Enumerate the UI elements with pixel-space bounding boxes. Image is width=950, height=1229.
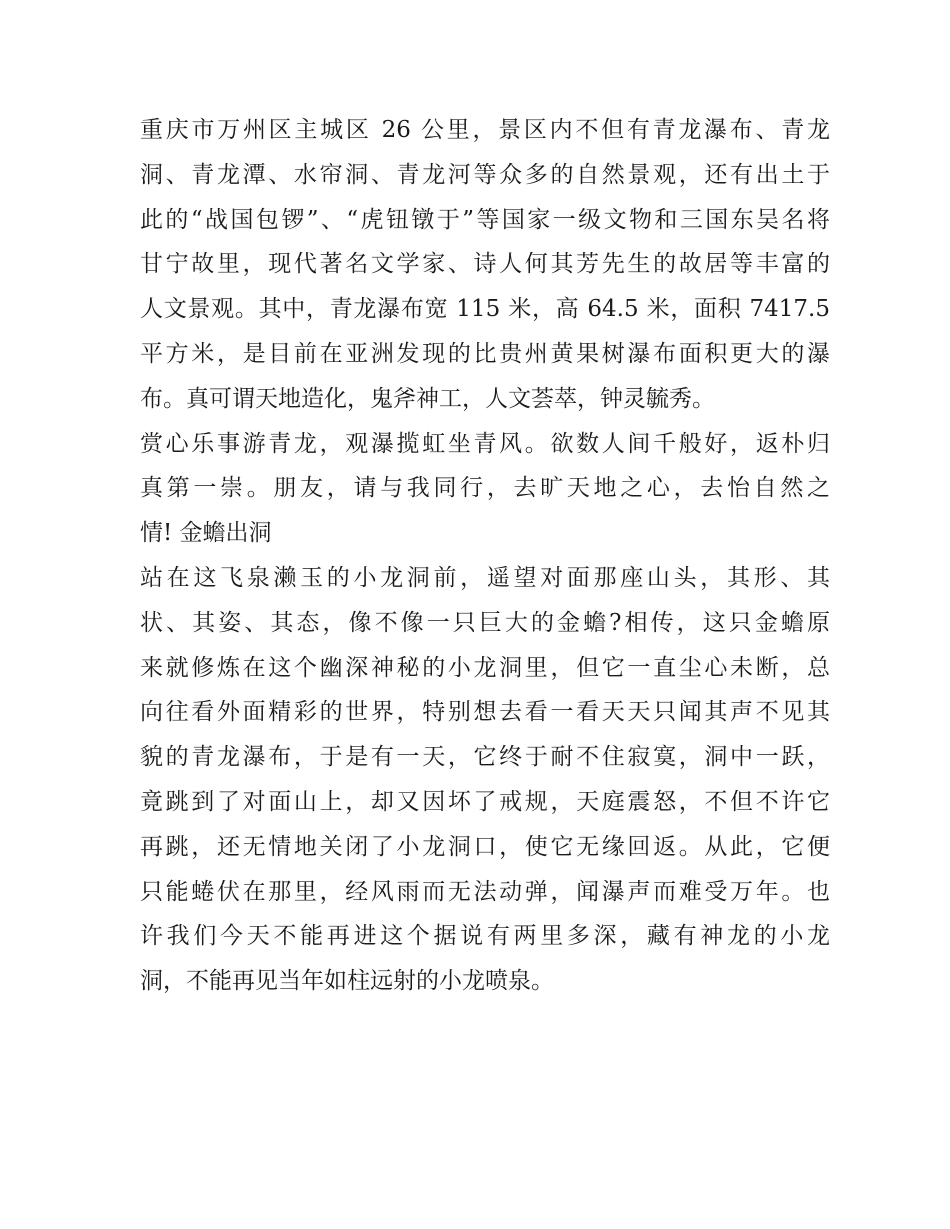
text-line: 人文景观。其中，青龙瀑布宽 115 米，高 64.5 米，面积 7417.5	[140, 296, 830, 323]
text-line: 来就修炼在这个幽深神秘的小龙洞里，但它一直尘心未断，总	[140, 654, 830, 681]
text-line: 站在这飞泉濑玉的小龙洞前，遥望对面那座山头，其形、其	[140, 564, 830, 591]
text-line: 只能蜷伏在那里，经风雨而无法动弹，闻瀑声而难受万年。也	[140, 878, 830, 905]
text-line: 状、其姿、其态，像不像一只巨大的金蟾?相传，这只金蟾原	[140, 609, 830, 636]
text-line: 此的“战国包锣”、“虎钮镦于”等国家一级文物和三国东吴名将	[140, 206, 830, 233]
text-line: 貌的青龙瀑布，于是有一天，它终于耐不住寂寞，洞中一跃，	[140, 744, 830, 771]
paragraph-legend	[140, 556, 830, 1004]
text-line: 平方米，是目前在亚洲发现的比贵州黄果树瀑布面积更大的瀑	[140, 340, 830, 367]
paragraph-intro	[140, 108, 830, 422]
text-line: 再跳，还无情地关闭了小龙洞口，使它无缘回返。从此，它便	[140, 833, 830, 860]
body-text	[140, 108, 830, 1004]
text-line: 重庆市万州区主城区 26 公里，景区内不但有青龙瀑布、青龙	[140, 117, 830, 143]
text-line: 向往看外面精彩的世界，特别想去看一看天天只闻其声不见其	[140, 699, 830, 726]
text-line: 情! 金蟾出洞	[140, 520, 272, 547]
text-line: 竟跳到了对面山上，却又因坏了戒规，天庭震怒，不但不许它	[140, 788, 830, 815]
text-line: 许我们今天不能再进这个据说有两里多深，藏有神龙的小龙	[140, 923, 830, 950]
text-line: 洞、青龙潭、水帘洞、青龙河等众多的自然景观，还有出土于	[140, 161, 830, 188]
text-line: 甘宁故里，现代著名文学家、诗人何其芳先生的故居等丰富的	[140, 251, 830, 278]
text-line: 赏心乐事游青龙，观瀑揽虹坐青风。欲数人间千般好，返朴归	[140, 430, 830, 457]
text-line: 洞，不能再见当年如柱远射的小龙喷泉。	[140, 968, 554, 995]
text-line: 真第一崇。朋友，请与我同行，去旷天地之心，去怡自然之	[140, 475, 830, 502]
paragraph-invitation	[140, 422, 830, 556]
text-line: 布。真可谓天地造化，鬼斧神工，人文荟萃，钟灵毓秀。	[140, 385, 715, 412]
